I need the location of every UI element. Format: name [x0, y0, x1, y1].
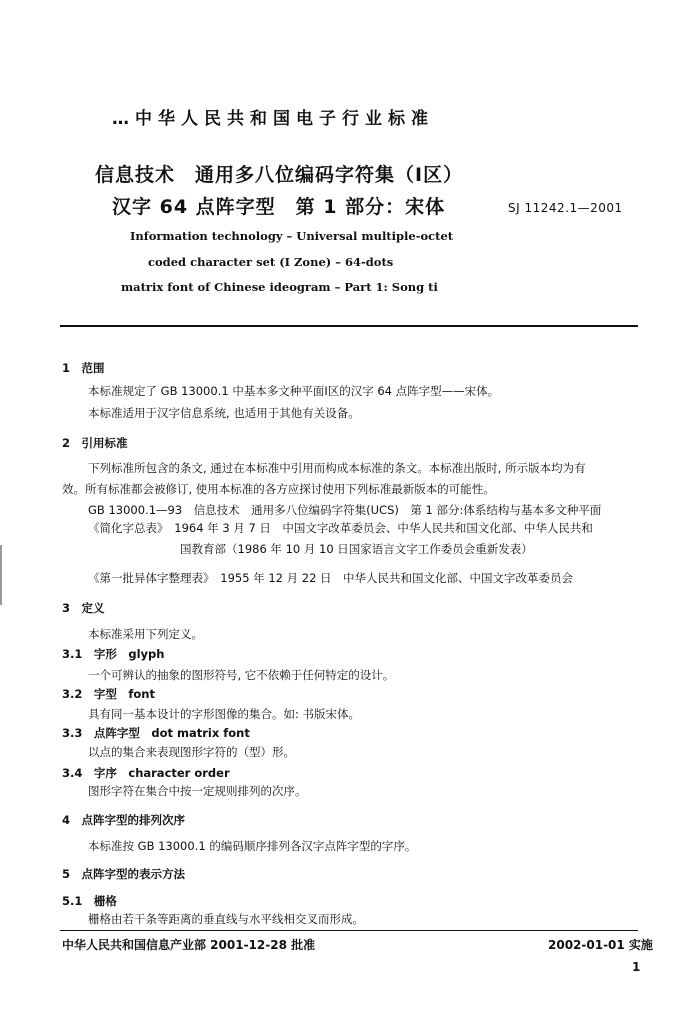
- definition-3-4-term: 3.4 字序 character order: [62, 766, 230, 780]
- page-number: 1: [632, 960, 641, 974]
- section-1-para-1: 本标准规定了 GB 13000.1 中基本多文种平面Ⅰ区的汉字 64 点阵字型——宋体。: [88, 384, 500, 398]
- standard-number: SJ 11242.1—2001: [508, 201, 623, 215]
- implementation-date: 2002-01-01 实施: [548, 938, 653, 952]
- definition-3-1-text: 一个可辨认的抽象的图形符号, 它不依赖于任何特定的设计。: [88, 668, 395, 682]
- section-2-ref-2b: 国教育部（1986 年 10 月 10 日国家语言文字工作委员会重新发表）: [180, 542, 533, 556]
- section-3-intro: 本标准采用下列定义。: [88, 627, 203, 641]
- definition-3-4-text: 图形字符在集合中按一定规则排列的次序。: [88, 784, 307, 798]
- standard-header: …中华人民共和国电子行业标准: [112, 109, 434, 129]
- section-5-1-para-1: 栅格由若干条等距离的垂直线与水平线相交叉而形成。: [88, 912, 364, 926]
- definition-3-3-term: 3.3 点阵字型 dot matrix font: [62, 726, 250, 740]
- section-4-para-1: 本标准按 GB 13000.1 的编码顺序排列各汉字点阵字型的字序。: [88, 839, 417, 853]
- section-2-ref-2a: 《简化字总表》 1964 年 3 月 7 日 中国文字改革委员会、中华人民共和国文化部、中华人民共和: [88, 521, 593, 535]
- approval-date: 中华人民共和国信息产业部 2001-12-28 批准: [62, 938, 316, 952]
- section-2-ref-1: GB 13000.1—93 信息技术 通用多八位编码字符集(UCS) 第 1 部分:体系结构与基本多文种平面: [88, 503, 602, 517]
- english-title-line-1: Information technology – Universal multiple-octet: [130, 229, 454, 243]
- title-line-2: 汉字 64 点阵字型 第 1 部分：宋体: [112, 196, 446, 218]
- section-2-heading: 2 引用标准: [62, 436, 128, 450]
- definition-3-2-text: 具有同一基本设计的字形图像的集合。如: 书版宋体。: [88, 707, 361, 721]
- section-2-ref-3: 《第一批异体字整理表》 1955 年 12 月 22 日 中华人民共和国文化部、中国文字改革委员会: [88, 571, 574, 585]
- title-divider: [60, 325, 638, 327]
- english-title-line-3: matrix font of Chinese ideogram – Part 1: Song ti: [121, 280, 438, 294]
- definition-3-1-term: 3.1 字形 glyph: [62, 647, 165, 661]
- definition-3-3-text: 以点的集合来表现图形字符的（型）形。: [88, 745, 295, 759]
- section-2-para-1b: 效。所有标准都会被修订, 使用本标准的各方应探讨使用下列标准最新版本的可能性。: [62, 482, 495, 496]
- section-5-heading: 5 点阵字型的表示方法: [62, 867, 186, 881]
- title-line-1: 信息技术 通用多八位编码字符集（Ⅰ区）: [95, 164, 464, 186]
- english-title-line-2: coded character set (Ⅰ Zone) – 64-dots: [148, 255, 394, 269]
- section-1-para-2: 本标准适用于汉字信息系统, 也适用于其他有关设备。: [88, 406, 360, 420]
- footer-divider: [60, 930, 638, 931]
- section-4-heading: 4 点阵字型的排列次序: [62, 813, 186, 827]
- binding-mark: [0, 545, 2, 605]
- section-5-1-heading: 5.1 栅格: [62, 894, 117, 908]
- section-3-heading: 3 定义: [62, 601, 105, 615]
- section-1-heading: 1 范围: [62, 361, 105, 375]
- definition-3-2-term: 3.2 字型 font: [62, 687, 155, 701]
- section-2-para-1a: 下列标准所包含的条文, 通过在本标准中引用而构成本标准的条文。本标准出版时, 所示版本均为有: [88, 461, 586, 475]
